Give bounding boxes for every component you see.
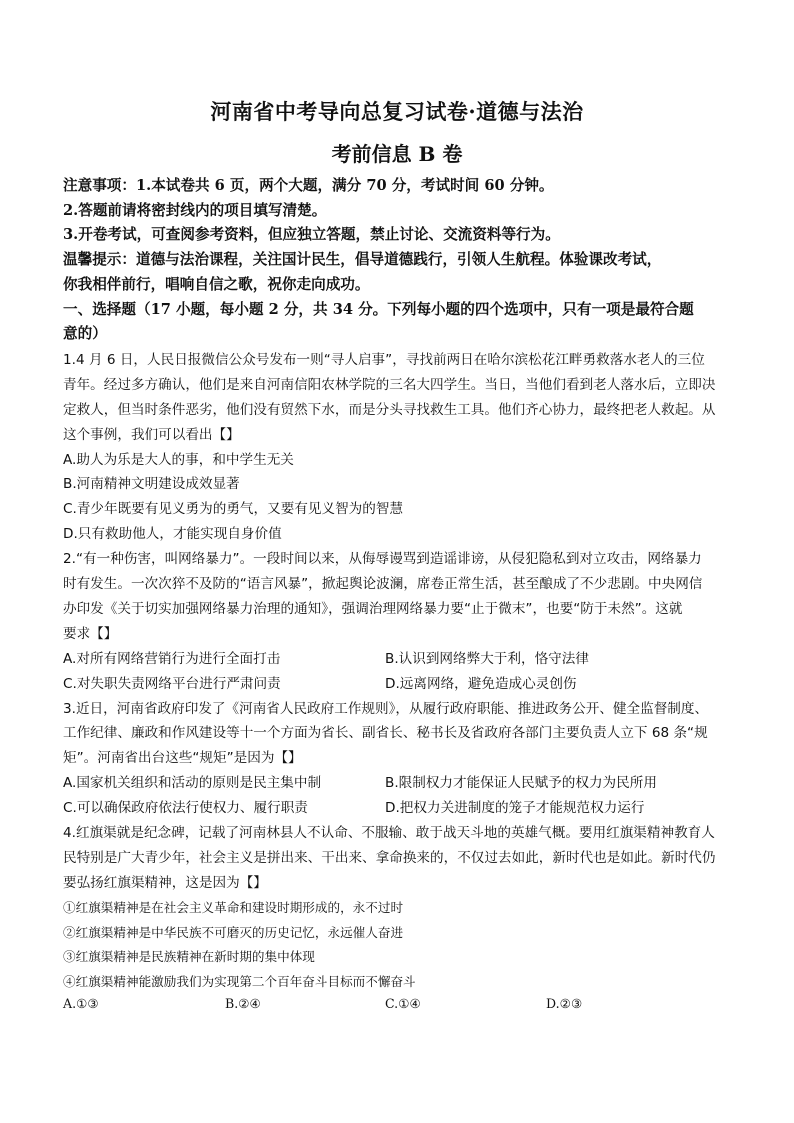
- q4-option-d: D.②③: [546, 996, 583, 1011]
- q3-stem-line-1: 3.近日，河南省政府印发了《河南省人民政府工作规则》，从履行政府职能、推进政务公开、健全监督制度、: [63, 701, 709, 717]
- notes-line-2: 2.答题前请将密封线内的项目填写清楚。: [63, 202, 327, 219]
- q1-stem-line-1: 1.4 月 6 日，人民日报微信公众号发布一则“寻人启事”，寻找前两日在哈尔滨松花江畔勇救落水老人的三位: [63, 352, 705, 368]
- q1-stem-line-4: 这个事例，我们可以看出【】: [63, 427, 240, 443]
- notes-line-1: 注意事项：1.本试卷共 6 页，两个大题，满分 70 分，考试时间 60 分钟。: [63, 177, 554, 194]
- q1-option-b: B.河南精神文明建设成效显著: [63, 476, 240, 492]
- q1-stem-line-3: 定救人，但当时条件恶劣，他们没有贸然下水，而是分头寻找救生工具。他们齐心协力，最终把老人救起。从: [63, 402, 716, 418]
- q4-statement-2: ②红旗渠精神是中华民族不可磨灭的历史记忆，永远催人奋进: [63, 925, 404, 940]
- q4-stem-line-2: 民特别是广大青少年，社会主义是拼出来、干出来、拿命换来的，不仅过去如此，新时代也是如此。新时代仍: [63, 850, 716, 866]
- q1-option-a: A.助人为乐是大人的事，和中学生无关: [63, 452, 294, 468]
- section-heading-line-1: 一、选择题（17 小题，每小题 2 分，共 34 分。下列每小题的四个选项中，只有一项是最符合题: [63, 301, 694, 318]
- tips-line-1: 温馨提示：道德与法治课程，关注国计民生，倡导道德践行，引领人生航程。体验课改考试，: [63, 251, 662, 268]
- exam-title: 河南省中考导向总复习试卷·道德与法治: [210, 99, 584, 124]
- q3-option-b: B.限制权力才能保证人民赋予的权力为民所用: [385, 775, 657, 791]
- q1-option-c: C.青少年既要有见义勇为的勇气，又要有见义智为的智慧: [63, 501, 404, 517]
- q4-statement-4: ④红旗渠精神能激励我们为实现第二个百年奋斗目标而不懈奋斗: [63, 974, 416, 989]
- q2-option-a: A.对所有网络营销行为进行全面打击: [63, 651, 281, 667]
- q4-stem-line-1: 4.红旗渠就是纪念碑，记载了河南林县人不认命、不服输、敢于战天斗地的英雄气概。要用红旗渠精神教育人: [63, 825, 715, 841]
- q4-option-a: A.①③: [63, 996, 99, 1011]
- q3-option-c: C.可以确保政府依法行使权力、履行职责: [63, 800, 308, 816]
- q4-stem-line-3: 要弘扬红旗渠精神，这是因为【】: [63, 875, 267, 891]
- exam-subtitle: 考前信息 B 卷: [331, 142, 463, 166]
- q3-stem-line-3: 矩”。河南省出台这些“规矩”是因为【】: [63, 750, 302, 766]
- q3-option-d: D.把权力关进制度的笼子才能规范权力运行: [385, 800, 645, 816]
- q2-stem-line-3: 办印发《关于切实加强网络暴力治理的通知》，强调治理网络暴力要“止于微末”，也要“防于未然”。这就: [63, 601, 683, 617]
- q2-option-b: B.认识到网络弊大于利，恪守法律: [385, 651, 589, 667]
- q2-stem-line-4: 要求【】: [63, 626, 118, 642]
- q4-option-c: C.①④: [385, 996, 421, 1011]
- q3-option-a: A.国家机关组织和活动的原则是民主集中制: [63, 775, 322, 791]
- q3-stem-line-2: 工作纪律、廉政和作风建设等十一个方面为省长、副省长、秘书长及省政府各部门主要负责人立下 68 条“规: [63, 725, 708, 741]
- q4-statement-3: ③红旗渠精神是民族精神在新时期的集中体现: [63, 949, 315, 964]
- section-heading-line-2: 意的）: [63, 325, 107, 342]
- q2-option-d: D.远离网络，避免造成心灵创伤: [385, 676, 577, 692]
- notes-line-3: 3.开卷考试，可查阅参考资料，但应独立答题，禁止讨论、交流资料等行为。: [63, 226, 560, 243]
- q2-stem-line-2: 时有发生。一次次猝不及防的“语言风暴”，掀起舆论波澜，席卷正常生活，甚至酿成了不少悲剧。中央网信: [63, 576, 703, 592]
- q4-statement-1: ①红旗渠精神是在社会主义革命和建设时期形成的，永不过时: [63, 900, 404, 915]
- q1-option-d: D.只有救助他人，才能实现自身价值: [63, 526, 282, 542]
- tips-line-2: 你我相伴前行，唱响自信之歌，祝你走向成功。: [63, 276, 370, 293]
- q1-stem-line-2: 青年。经过多方确认，他们是来自河南信阳农林学院的三名大四学生。当日，当他们看到老人落水后，立即决: [63, 377, 716, 393]
- q4-option-b: B.②④: [225, 996, 261, 1011]
- q2-stem-line-1: 2.“有一种伤害，叫网络暴力”。一段时间以来，从侮辱谩骂到造谣诽谤，从侵犯隐私到对立攻击，网络暴力: [63, 551, 702, 567]
- q2-option-c: C.对失职失责网络平台进行严肃问责: [63, 676, 281, 692]
